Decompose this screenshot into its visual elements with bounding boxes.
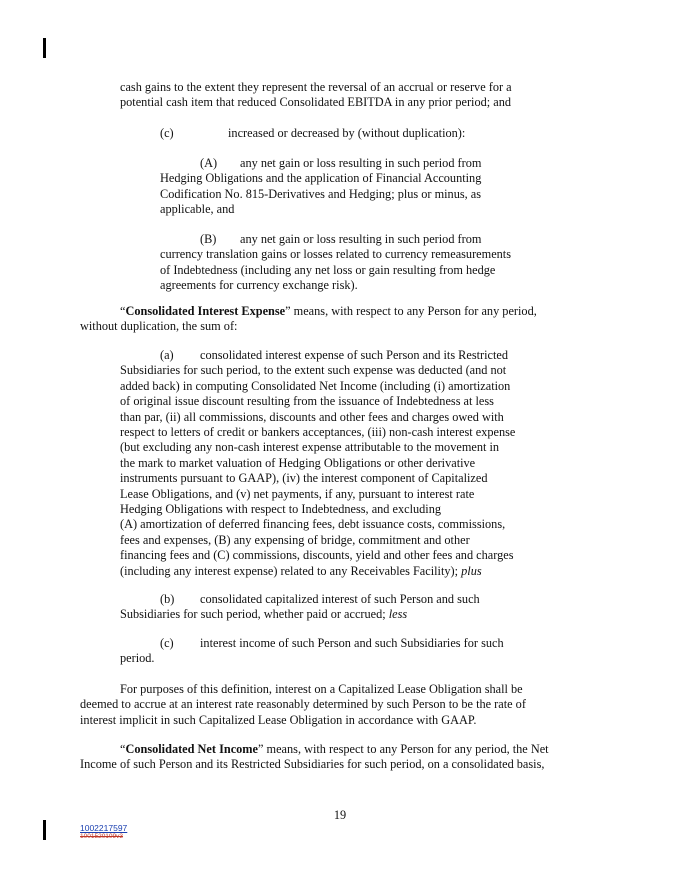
document-id [80, 823, 127, 841]
clause-marker: (b) [160, 592, 175, 606]
text-line: than par, (ii) all commissions, discounts and other fees and charges owed with [120, 409, 504, 424]
text-line: cash gains to the extent they represent the reversal of an accrual or reserve for a [120, 80, 512, 94]
continuation-paragraph [120, 80, 560, 111]
text-line-content: any net gain or loss resulting in such period from [240, 232, 482, 246]
text-line: applicable, and [160, 202, 235, 217]
text-line: added back) in computing Consolidated Net Income (including (i) amortization [120, 378, 511, 393]
text-line [80, 742, 600, 757]
text-line [120, 592, 570, 607]
text-line: Hedging Obligations and the application of Financial Accounting [160, 171, 482, 186]
text-line: Hedging Obligations with respect to Indebtedness, and excluding [120, 502, 442, 517]
text-line: Codification No. 815-Derivatives and Hedging; plus or minus, as [160, 186, 482, 201]
text-line-content: consolidated capitalized interest of such Person and such [200, 592, 480, 606]
text-line: Subsidiaries for such period, to the extent such expense was deducted (and not [120, 363, 507, 378]
text-line-content: any net gain or loss resulting in such period from [240, 156, 482, 170]
purposes-paragraph [80, 682, 600, 728]
text-line-content: ” means, with respect to any Person for any period, [285, 304, 537, 318]
document-id-current: 1002217597 [80, 823, 128, 833]
text-line: of original issue discount resulting from the issuance of Indebtedness at less [120, 394, 494, 409]
italic-connector: plus [461, 563, 482, 578]
change-bar-top [43, 38, 46, 58]
text-line: interest implicit in such Capitalized Lease Obligation in accordance with GAAP. [80, 712, 477, 727]
text-line: period. [120, 651, 155, 666]
clause-b [120, 592, 570, 623]
clause-marker: (B) [200, 232, 217, 246]
text-line [120, 607, 570, 622]
definition-consolidated-net-income [80, 742, 600, 773]
text-line [120, 636, 570, 651]
text-line-content: Subsidiaries for such period, whether paid or accrued; [120, 607, 386, 622]
clause-marker: (A) [200, 156, 218, 170]
text-line: fees and expenses, (B) any expensing of bridge, commitment and other [120, 532, 470, 547]
page-number: 19 [333, 808, 347, 822]
italic-connector: less [388, 607, 408, 622]
document-id-previous: 1001520109v3 [80, 833, 124, 840]
text-line [120, 564, 570, 579]
definition-consolidated-interest-expense [80, 304, 600, 335]
text-line: currency translation gains or losses related to currency remeasurements [160, 247, 512, 262]
open-quote: “ [120, 304, 126, 318]
clause-a [120, 348, 570, 579]
text-line: respect to letters of credit or bankers acceptances, (iii) non-cash interest expense [120, 425, 516, 440]
defined-term: Consolidated Net Income [125, 742, 258, 756]
text-line: agreements for currency exchange risk). [160, 278, 358, 293]
clause-text: increased or decreased by (without duplication): [228, 126, 466, 140]
clause-c-interest-income [120, 636, 570, 667]
text-line: (A) amortization of deferred financing fees, debt issuance costs, commissions, [120, 517, 506, 532]
text-line: deemed to accrue at an interest rate reasonably determined by such Person to be the rate of [80, 697, 526, 712]
text-line [80, 304, 600, 319]
clause-marker: (c) [160, 126, 174, 140]
subclause-A [160, 156, 560, 218]
clause-marker: (a) [160, 348, 174, 362]
text-line: Income of such Person and its Restricted Subsidiaries for such period, on a consolidated basis, [80, 757, 545, 772]
text-line-content: (including any interest expense) related to any Receivables Facility); [120, 563, 459, 578]
text-line [160, 232, 560, 247]
text-line: potential cash item that reduced Consolidated EBITDA in any prior period; and [120, 95, 512, 110]
subclause-B [160, 232, 560, 294]
text-line: For purposes of this definition, interest on a Capitalized Lease Obligation shall be [120, 682, 523, 696]
text-line: (but excluding any non-cash interest expense attributable to the movement in [120, 440, 500, 455]
text-line: financing fees and (C) commissions, discounts, yield and other fees and charges [120, 548, 514, 563]
defined-term: Consolidated Interest Expense [125, 304, 286, 318]
clause-c-increased [160, 126, 580, 141]
text-line: the mark to market valuation of Hedging Obligations or other derivative [120, 455, 476, 470]
text-line-content: consolidated interest expense of such Person and its Restricted [200, 348, 509, 362]
text-line: of Indebtedness (including any net loss or gain resulting from hedge [160, 262, 496, 277]
clause-marker: (c) [160, 636, 174, 650]
text-line: instruments pursuant to GAAP), (iv) the interest component of Capitalized [120, 471, 488, 486]
text-line: without duplication, the sum of: [80, 319, 238, 334]
text-line-content: ” means, with respect to any Person for any period, the Net [258, 742, 549, 756]
text-line [120, 348, 570, 363]
open-quote: “ [120, 742, 126, 756]
text-line [160, 156, 560, 171]
text-line-content: interest income of such Person and such Subsidiaries for such [200, 636, 504, 650]
text-line: Lease Obligations, and (v) net payments, if any, pursuant to interest rate [120, 486, 475, 501]
